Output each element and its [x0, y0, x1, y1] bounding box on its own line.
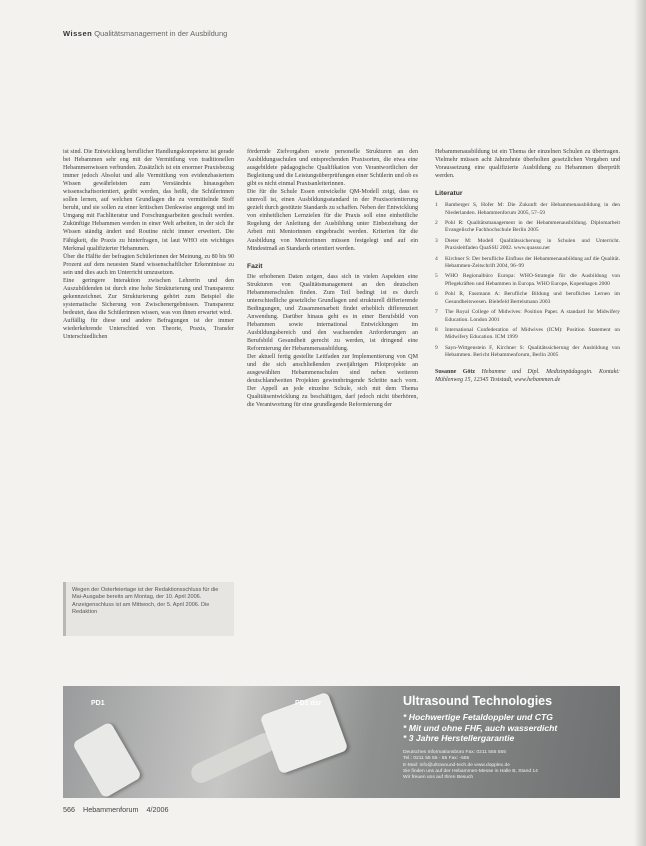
text-column-1	[63, 148, 234, 341]
probe-image	[188, 730, 278, 786]
ad-contact-block	[403, 750, 611, 781]
reference-item: 7 The Royal College of Midwives: Position Paper. A standard for Midwifery Education. London 2001	[435, 309, 620, 323]
text-column-3	[435, 148, 620, 384]
journal-name: Hebammenforum	[83, 805, 139, 814]
ad-contact-line: Tel.: 0211 55 55 - 55 Fax: -555	[403, 756, 470, 762]
ad-contact-line: Sie finden uns auf der Hebammen-Messe in Halle B, Stand 14	[403, 768, 538, 774]
paragraph: Die erhobenen Daten zeigen, dass sich in vielen Aspekten eine Strukturen von Qualitätsmanagement an den deutschen Hebammenschulen finden. Zum Teil bedingt ist es durch unterschiedliche gesetzliche Grundlagen und strukturell differierende Bedingungen, und Zusammenarbeit findet erheblich differenziert Anwendung. Darüber hinaus geht es in einer Berufsbild von Hebammen sowie international Entwicklungen im Ausbildungsbereich und den wachsenden Anforderungen an Berufsbild Gesundheit gerecht zu werden, ist dringend eine Reformierung der Hebammenausbildung.	[247, 273, 418, 353]
paragraph: Die für die Schule Essen entwickelte QM-Modell zeigt, dass es sinnvoll ist, einen Ausbildungsstandard in der Praxisorientierung gezielt durch gestützte Standards zu schaffen. Neben der Entwicklung von einheitlichen Lernzielen für die Praxis soll eine einheitliche Regelung der Anleitung der Ausbildung unter Einbeziehung der Arbeit mit Mentorinnen eingebracht werden. Kriterien für die Ausbildung von Mentorinnen müssen festgelegt und auf ein Mindestmaß an Standards orientiert werden.	[247, 189, 418, 252]
section-label: Wissen	[63, 29, 93, 38]
ad-brand-title: Ultrasound Technologies	[403, 694, 553, 708]
ultrasound-advertisement	[63, 686, 620, 798]
paragraph: ist sind. Die Entwicklung beruflicher Handlungskompetenz ist gerade bei Hebammen sehr eng mit der Vermittlung von traditionellen Hebammenwissen verbunden. Zusätzlich ist ein enormer Praxisbezug immer jedoch Absolut und alle Vermittlung von evidenzbasiertem Wissen gewährleisten zum Verständnis hinausgehen wissenschaftsorientiert, geübt werden, das heißt, die Schülerinnen sollen lernen, auf welchen Grundlagen die zu vermittelnde Stoff beruht, und sie sollen zu einer kritischen Denkweise angeregt und im Umgang mit Fachliteratur und Forschungsarbeiten geschult werden. Zukünftige Hebammen werden in einer Welt arbeiten, in der sich ihr Wissen ständig ändert und Routine nicht immer erweitert. Die Fähigkeit, die Praxis zu hinterfragen, ist laut WHO ein wichtiges Merkmal qualifizierter Hebammen.	[63, 149, 234, 252]
ad-contact-line: Deutsches Informationsbüro Fax: 0211 555 555	[403, 750, 506, 755]
ad-bullet-list	[403, 712, 557, 744]
issue-number: 4/2006	[146, 805, 169, 814]
text-column-2	[247, 148, 418, 409]
deadline-notice-box	[63, 582, 234, 636]
reference-item: 2 Pohl R: Qualitätsmanagement in der Hebammenausbildung. Diplomarbeit Evangelische Fachhochschule Berlin 2005	[435, 220, 620, 234]
author-name: Susanne Götz	[435, 368, 476, 375]
paragraph: Der aktuell fertig gestellte Leitfaden zur Implementierung von QM und die sich anschließenden zweijährigen Pilotprojekte an ausgewählten Hebammenschulen sind neben weiteren deutschlandweiten Projekten gewinnbringende Schritte nach vorn. Der Appell an jede einzelne Schule, sich mit dem Thema Qualitätsentwicklung zu beschäftigen, darf jedoch nicht überhören, die Verantwortung für eine grundlegende Reformierung der	[247, 354, 418, 409]
page-footer	[63, 805, 175, 814]
reference-item: 3 Dieter M: Modell Qualitätssicherung in Schulen und Unterricht. Praxisleitfaden QuaSSU 2002. www.quassu.net	[435, 237, 620, 252]
ad-bullet: * Mit und ohne FHF, auch wasserdicht	[403, 722, 558, 733]
page-number: 566	[63, 805, 75, 814]
reference-item: 4 Kirchner S: Der berufliche Einfluss der Hebammenausbildung auf die Qualität. Hebammen-Zeitschrift 2004, 96–99	[435, 255, 620, 270]
page-spine-shadow	[634, 0, 646, 846]
reference-item: 5 WHO Regionalbüro Europa: WHO-Strategie für die Ausbildung von Pflegekräften und Hebammen in Europa. WHO Europe, Kopenhagen 2000	[435, 273, 620, 287]
fazit-heading: Fazit	[247, 262, 263, 270]
reference-item: 1 Bamberger S, Hofer M: Die Zukunft der Hebammenausbildung in den Niederlanden. Hebammenforum 2005, 57–59	[435, 202, 620, 216]
page-header	[63, 29, 623, 38]
author-note	[435, 368, 620, 384]
paragraph: fördernde Zielvorgaben sowie personelle Strukturen an den Ausbildungsschulen und entsprechenden Praxisorten, die etwa eine ausgebildete pädagogische Qualifikation von Verantwortlichen der Begleitung und die Leistungsüberprüfungen einer Schülerin und ob es gibt es nicht einmal Praxisanleiterinnen.	[247, 149, 418, 188]
ad-bullet: * 3 Jahre Herstellergarantie	[403, 733, 515, 743]
reference-list	[435, 202, 620, 359]
product-label-left: PD1	[91, 700, 105, 707]
section-subtitle: Qualitätsmanagement in der Ausbildung	[94, 29, 228, 38]
ad-bullet: * Hochwertige Fetaldoppler und CTG	[403, 712, 553, 722]
doppler-device-image	[72, 721, 142, 798]
paragraph: Auffällig für diese und andere Befragungen ist der immer wiederkehrende Unterschied von Theorie, Praxis, Transfer Unterschiedlichen	[63, 317, 234, 341]
paragraph: Hebammenausbildung ist ein Thema der einzelnen Schulen zu übertragen. Vielmehr müssen acht Jahrzehnte überholten gesetzlichen Vorgaben und Voraussetzung eine qualifizierte Ausbildung zu Hebammen überprüft werden.	[435, 149, 620, 180]
product-label-right: PD1 dsr	[295, 700, 322, 707]
reference-item: 9 Sayn-Wittgenstein F, Kirchner S: Qualitätssicherung der Ausbildung von Hebammen. Bericht Hebammenforum, Berlin 2005	[435, 344, 620, 359]
deadline-notice-text: Wegen der Osterfeiertage ist der Redaktionsschluss für die Mai-Ausgabe bereits am Montag, der 10. April 2006. Anzeigenschluss ist am Mittwoch, der 5. April 2006. Die Redaktion	[72, 587, 219, 616]
ad-contact-line: E-Mail: info@ultrasound-tech.de www.dopplex.de	[403, 762, 510, 768]
paragraph: Eine geringere Interaktion zwischen Lehrerin und den Auszubildenden ist durch eine hohe Strukturierung und Transparenz gekennzeichnet. Zur Strukturierung gehört zum Beispiel die systematische Sicherung von Zwischenergebnissen. Transparenz bedeutet, dass die Schülerinnen wissen, was von ihnen erwartet wird.	[63, 277, 234, 316]
reference-item: 8 International Confederation of Midwives (ICM): Position Statement on Midwifery Education. ICM 1999	[435, 326, 620, 341]
author-note-text: Hebamme und Dipl. Medizinpädagogin. Kontakt: Mühlenweg 15, 12345 Teststadt, www.hebammen.de	[435, 368, 620, 383]
literatur-heading: Literatur	[435, 190, 463, 198]
ad-contact-line: Wir freuen uns auf Ihren Besuch	[403, 775, 474, 781]
paragraph: Über die Hälfte der befragten Schülerinnen der Meinung, zu 80 bis 90 Prozent auf dem neuesten Stand wissenschaftlicher Erkenntnisse zu sein und dies auch im Unterricht umzusetzen.	[63, 253, 234, 276]
reference-item: 6 Pohl R, Fassmann A: Berufliche Bildung und berufliches Lernen im Gesundheitswesen. Bielefeld Bertelsmann 2003	[435, 291, 620, 305]
